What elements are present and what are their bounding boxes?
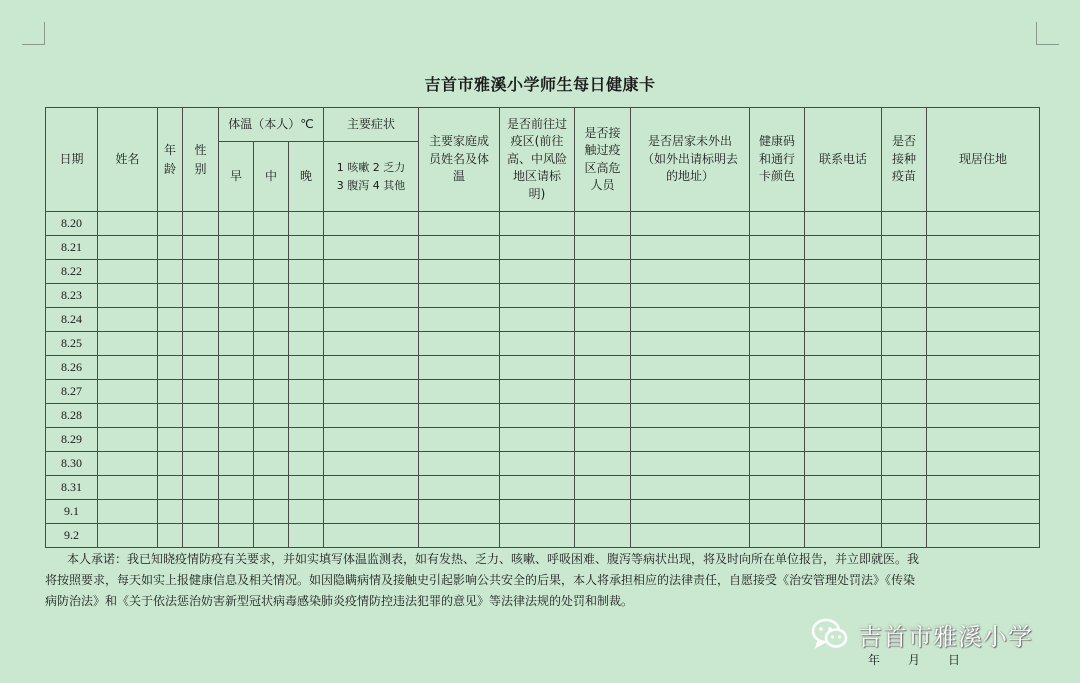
entry-cell[interactable] — [927, 380, 1040, 404]
entry-cell[interactable] — [324, 404, 419, 428]
entry-cell[interactable] — [419, 404, 500, 428]
table-row — [46, 380, 1040, 404]
entry-cell[interactable] — [750, 452, 805, 476]
entry-cell[interactable] — [575, 380, 631, 404]
signature-month: 月 — [908, 653, 921, 667]
entry-cell[interactable] — [575, 356, 631, 380]
document-title: 吉首市雅溪小学师生每日健康卡 — [424, 75, 656, 94]
entry-cell[interactable] — [927, 236, 1040, 260]
entry-cell[interactable] — [500, 500, 575, 524]
table-row — [46, 260, 1040, 284]
entry-cell[interactable] — [254, 428, 289, 452]
entry-cell[interactable] — [500, 284, 575, 308]
entry-cell[interactable] — [183, 380, 219, 404]
entry-cell[interactable] — [219, 260, 254, 284]
entry-cell[interactable] — [750, 404, 805, 428]
entry-cell[interactable] — [183, 260, 219, 284]
date-cell: 8.28 — [46, 404, 98, 428]
entry-cell[interactable] — [419, 380, 500, 404]
entry-cell[interactable] — [882, 212, 927, 236]
signature-year: 年 — [868, 653, 881, 667]
entry-cell[interactable] — [98, 500, 158, 524]
entry-cell[interactable] — [219, 428, 254, 452]
entry-cell[interactable] — [183, 332, 219, 356]
entry-cell[interactable] — [289, 524, 324, 548]
entry-cell[interactable] — [324, 212, 419, 236]
entry-cell[interactable] — [254, 452, 289, 476]
entry-cell[interactable] — [183, 212, 219, 236]
date-cell: 8.29 — [46, 428, 98, 452]
entry-cell[interactable] — [289, 356, 324, 380]
header-travel: 是否居家未外出（如外出请标明去的地址） — [631, 108, 750, 212]
entry-cell[interactable] — [158, 524, 183, 548]
entry-cell[interactable] — [631, 428, 750, 452]
entry-cell[interactable] — [158, 500, 183, 524]
table-row — [46, 500, 1040, 524]
entry-cell[interactable] — [219, 524, 254, 548]
entry-cell[interactable] — [419, 428, 500, 452]
header-age: 年龄 — [158, 108, 183, 212]
entry-cell[interactable] — [158, 404, 183, 428]
entry-cell[interactable] — [882, 236, 927, 260]
entry-cell[interactable] — [98, 356, 158, 380]
entry-cell[interactable] — [575, 284, 631, 308]
entry-cell[interactable] — [158, 236, 183, 260]
entry-cell[interactable] — [324, 452, 419, 476]
entry-cell[interactable] — [289, 404, 324, 428]
entry-cell[interactable] — [183, 284, 219, 308]
entry-cell[interactable] — [500, 212, 575, 236]
date-cell: 8.31 — [46, 476, 98, 500]
commitment-line-2: 将按照要求，每天如实上报健康信息及相关情况。如因隐瞒病情及接触史引起影响公共安全的后果，本人将承担相应的法律责任，自愿接受《治安管理处罚法》《传染 — [45, 573, 916, 587]
entry-cell[interactable] — [500, 476, 575, 500]
header-health-code: 健康码和通行卡颜色 — [750, 108, 805, 212]
entry-cell[interactable] — [882, 404, 927, 428]
entry-cell[interactable] — [927, 284, 1040, 308]
table-row — [46, 428, 1040, 452]
entry-cell[interactable] — [575, 332, 631, 356]
entry-cell[interactable] — [324, 236, 419, 260]
entry-cell[interactable] — [254, 236, 289, 260]
entry-cell[interactable] — [575, 524, 631, 548]
entry-cell[interactable] — [805, 284, 882, 308]
header-vaccine: 是否接种疫苗 — [882, 108, 927, 212]
entry-cell[interactable] — [927, 476, 1040, 500]
entry-cell[interactable] — [927, 452, 1040, 476]
wechat-icon — [810, 614, 850, 654]
header-address: 现居住地 — [927, 108, 1040, 212]
entry-cell[interactable] — [575, 308, 631, 332]
entry-cell[interactable] — [805, 308, 882, 332]
entry-cell[interactable] — [805, 452, 882, 476]
entry-cell[interactable] — [419, 260, 500, 284]
entry-cell[interactable] — [183, 404, 219, 428]
entry-cell[interactable] — [750, 308, 805, 332]
entry-cell[interactable] — [183, 428, 219, 452]
entry-cell[interactable] — [419, 500, 500, 524]
entry-cell[interactable] — [805, 380, 882, 404]
entry-cell[interactable] — [289, 332, 324, 356]
entry-cell[interactable] — [254, 500, 289, 524]
entry-cell[interactable] — [882, 332, 927, 356]
entry-cell[interactable] — [500, 236, 575, 260]
entry-cell[interactable] — [158, 260, 183, 284]
entry-cell[interactable] — [219, 452, 254, 476]
entry-cell[interactable] — [575, 212, 631, 236]
entry-cell[interactable] — [419, 236, 500, 260]
signature-day: 日 — [948, 653, 961, 667]
entry-cell[interactable] — [158, 428, 183, 452]
entry-cell[interactable] — [927, 212, 1040, 236]
entry-cell[interactable] — [750, 284, 805, 308]
entry-cell[interactable] — [324, 524, 419, 548]
entry-cell[interactable] — [324, 356, 419, 380]
entry-cell[interactable] — [158, 452, 183, 476]
date-cell: 9.2 — [46, 524, 98, 548]
entry-cell[interactable] — [500, 380, 575, 404]
entry-cell[interactable] — [750, 332, 805, 356]
entry-cell[interactable] — [324, 308, 419, 332]
entry-cell[interactable] — [750, 524, 805, 548]
entry-cell[interactable] — [324, 428, 419, 452]
entry-cell[interactable] — [98, 452, 158, 476]
date-cell: 8.24 — [46, 308, 98, 332]
table-row — [46, 212, 1040, 236]
entry-cell[interactable] — [805, 356, 882, 380]
entry-cell[interactable] — [927, 524, 1040, 548]
entry-cell[interactable] — [882, 356, 927, 380]
entry-cell[interactable] — [98, 428, 158, 452]
header-temperature: 体温（本人）℃ — [219, 108, 324, 142]
entry-cell[interactable] — [575, 404, 631, 428]
entry-cell[interactable] — [183, 500, 219, 524]
entry-cell[interactable] — [289, 500, 324, 524]
entry-cell[interactable] — [631, 500, 750, 524]
entry-cell[interactable] — [575, 236, 631, 260]
entry-cell[interactable] — [750, 212, 805, 236]
entry-cell[interactable] — [631, 380, 750, 404]
entry-cell[interactable] — [750, 236, 805, 260]
entry-cell[interactable] — [750, 356, 805, 380]
entry-cell[interactable] — [289, 260, 324, 284]
entry-cell[interactable] — [324, 476, 419, 500]
entry-cell[interactable] — [750, 428, 805, 452]
entry-cell[interactable] — [805, 236, 882, 260]
entry-cell[interactable] — [631, 236, 750, 260]
entry-cell[interactable] — [98, 308, 158, 332]
entry-cell[interactable] — [500, 332, 575, 356]
entry-cell[interactable] — [219, 500, 254, 524]
table-row — [46, 356, 1040, 380]
entry-cell[interactable] — [289, 284, 324, 308]
entry-cell[interactable] — [289, 380, 324, 404]
entry-cell[interactable] — [219, 284, 254, 308]
header-phone: 联系电话 — [805, 108, 882, 212]
header-risk-area: 是否前往过疫区(前往高、中风险地区请标明) — [500, 108, 575, 212]
entry-cell[interactable] — [158, 356, 183, 380]
entry-cell[interactable] — [500, 524, 575, 548]
entry-cell[interactable] — [750, 380, 805, 404]
header-temp-morning: 早 — [219, 142, 254, 212]
entry-cell[interactable] — [575, 260, 631, 284]
entry-cell[interactable] — [500, 404, 575, 428]
entry-cell[interactable] — [750, 260, 805, 284]
entry-cell[interactable] — [805, 260, 882, 284]
entry-cell[interactable] — [750, 476, 805, 500]
entry-cell[interactable] — [631, 332, 750, 356]
entry-cell[interactable] — [98, 404, 158, 428]
entry-cell[interactable] — [254, 308, 289, 332]
entry-cell[interactable] — [805, 212, 882, 236]
entry-cell[interactable] — [631, 308, 750, 332]
entry-cell[interactable] — [324, 500, 419, 524]
table-row — [46, 524, 1040, 548]
entry-cell[interactable] — [98, 380, 158, 404]
entry-cell[interactable] — [219, 332, 254, 356]
entry-cell[interactable] — [98, 260, 158, 284]
wechat-account-name: 吉首市雅溪小学 — [858, 622, 1033, 651]
header-gender: 性别 — [183, 108, 219, 212]
commitment-line-3: 病防治法》和《关于依法惩治妨害新型冠状病毒感染肺炎疫情防控违法犯罪的意见》等法律法规的处罚和制裁。 — [45, 594, 634, 608]
entry-cell[interactable] — [882, 428, 927, 452]
entry-cell[interactable] — [183, 452, 219, 476]
entry-cell[interactable] — [289, 428, 324, 452]
entry-cell[interactable] — [500, 428, 575, 452]
entry-cell[interactable] — [500, 308, 575, 332]
entry-cell[interactable] — [254, 332, 289, 356]
crop-mark-top-left — [22, 22, 45, 45]
entry-cell[interactable] — [631, 260, 750, 284]
entry-cell[interactable] — [500, 452, 575, 476]
entry-cell[interactable] — [575, 500, 631, 524]
entry-cell[interactable] — [219, 356, 254, 380]
entry-cell[interactable] — [927, 500, 1040, 524]
entry-cell[interactable] — [158, 284, 183, 308]
entry-cell[interactable] — [219, 476, 254, 500]
entry-cell[interactable] — [419, 212, 500, 236]
entry-cell[interactable] — [927, 332, 1040, 356]
entry-cell[interactable] — [750, 500, 805, 524]
signature-date — [868, 651, 960, 668]
entry-cell[interactable] — [219, 236, 254, 260]
entry-cell[interactable] — [324, 260, 419, 284]
entry-cell[interactable] — [158, 332, 183, 356]
header-family: 主要家庭成员姓名及体温 — [419, 108, 500, 212]
table-row — [46, 308, 1040, 332]
entry-cell[interactable] — [882, 500, 927, 524]
entry-cell[interactable] — [631, 524, 750, 548]
entry-cell[interactable] — [631, 284, 750, 308]
date-cell: 8.25 — [46, 332, 98, 356]
entry-cell[interactable] — [631, 452, 750, 476]
header-temp-noon: 中 — [254, 142, 289, 212]
entry-cell[interactable] — [631, 356, 750, 380]
entry-cell[interactable] — [805, 476, 882, 500]
entry-cell[interactable] — [219, 212, 254, 236]
table-row — [46, 404, 1040, 428]
entry-cell[interactable] — [183, 236, 219, 260]
entry-cell[interactable] — [419, 452, 500, 476]
header-symptoms-legend: 1 咳嗽 2 乏力 3 腹泻 4 其他 — [324, 142, 419, 212]
entry-cell[interactable] — [219, 380, 254, 404]
entry-cell[interactable] — [419, 308, 500, 332]
date-cell: 8.22 — [46, 260, 98, 284]
entry-cell[interactable] — [158, 476, 183, 500]
table-row — [46, 236, 1040, 260]
entry-cell[interactable] — [324, 284, 419, 308]
entry-cell[interactable] — [631, 476, 750, 500]
commitment-text — [45, 549, 1037, 612]
entry-cell[interactable] — [927, 260, 1040, 284]
commitment-line-1: 本人承诺：我已知晓疫情防疫有关要求，并如实填写体温监测表，如有发热、乏力、咳嗽、呼吸困难、腹泻等病状出现，将及时向所在单位报告，并立即就医。我 — [67, 552, 920, 566]
entry-cell[interactable] — [882, 260, 927, 284]
entry-cell[interactable] — [631, 404, 750, 428]
entry-cell[interactable] — [882, 452, 927, 476]
entry-cell[interactable] — [805, 428, 882, 452]
entry-cell[interactable] — [158, 380, 183, 404]
entry-cell[interactable] — [183, 356, 219, 380]
health-card-table — [45, 107, 1040, 548]
date-cell: 8.26 — [46, 356, 98, 380]
date-cell: 8.23 — [46, 284, 98, 308]
entry-cell[interactable] — [98, 284, 158, 308]
entry-cell[interactable] — [289, 308, 324, 332]
entry-cell[interactable] — [419, 332, 500, 356]
entry-cell[interactable] — [254, 356, 289, 380]
entry-cell[interactable] — [254, 476, 289, 500]
header-date: 日期 — [46, 108, 98, 212]
entry-cell[interactable] — [882, 308, 927, 332]
entry-cell[interactable] — [254, 260, 289, 284]
entry-cell[interactable] — [419, 356, 500, 380]
header-temp-evening: 晚 — [289, 142, 324, 212]
entry-cell[interactable] — [324, 332, 419, 356]
table-row — [46, 476, 1040, 500]
entry-cell[interactable] — [927, 404, 1040, 428]
crop-mark-top-right — [1036, 22, 1059, 45]
entry-cell[interactable] — [882, 476, 927, 500]
entry-cell[interactable] — [631, 212, 750, 236]
entry-cell[interactable] — [805, 404, 882, 428]
date-cell: 8.27 — [46, 380, 98, 404]
entry-cell[interactable] — [98, 476, 158, 500]
date-rows — [46, 212, 1040, 548]
entry-cell[interactable] — [254, 212, 289, 236]
entry-cell[interactable] — [805, 524, 882, 548]
entry-cell[interactable] — [575, 476, 631, 500]
entry-cell[interactable] — [98, 524, 158, 548]
entry-cell[interactable] — [927, 308, 1040, 332]
entry-cell[interactable] — [575, 452, 631, 476]
entry-cell[interactable] — [324, 380, 419, 404]
entry-cell[interactable] — [805, 332, 882, 356]
entry-cell[interactable] — [254, 524, 289, 548]
entry-cell[interactable] — [183, 308, 219, 332]
entry-cell[interactable] — [158, 212, 183, 236]
entry-cell[interactable] — [289, 212, 324, 236]
entry-cell[interactable] — [927, 356, 1040, 380]
date-cell: 9.1 — [46, 500, 98, 524]
entry-cell[interactable] — [575, 428, 631, 452]
entry-cell[interactable] — [98, 236, 158, 260]
entry-cell[interactable] — [500, 356, 575, 380]
date-cell: 8.21 — [46, 236, 98, 260]
entry-cell[interactable] — [254, 380, 289, 404]
entry-cell[interactable] — [98, 212, 158, 236]
entry-cell[interactable] — [289, 236, 324, 260]
entry-cell[interactable] — [289, 476, 324, 500]
entry-cell[interactable] — [98, 332, 158, 356]
entry-cell[interactable] — [183, 524, 219, 548]
entry-cell[interactable] — [882, 524, 927, 548]
entry-cell[interactable] — [882, 380, 927, 404]
date-cell: 8.20 — [46, 212, 98, 236]
entry-cell[interactable] — [927, 428, 1040, 452]
entry-cell[interactable] — [219, 404, 254, 428]
table-row — [46, 452, 1040, 476]
entry-cell[interactable] — [183, 476, 219, 500]
entry-cell[interactable] — [219, 308, 254, 332]
header-name: 姓名 — [98, 108, 158, 212]
header-contact: 是否接触过疫区高危人员 — [575, 108, 631, 212]
wechat-watermark — [810, 614, 1033, 654]
header-symptoms: 主要症状 — [324, 108, 419, 142]
entry-cell[interactable] — [419, 476, 500, 500]
table-row — [46, 332, 1040, 356]
date-cell: 8.30 — [46, 452, 98, 476]
entry-cell[interactable] — [254, 284, 289, 308]
entry-cell[interactable] — [805, 500, 882, 524]
entry-cell[interactable] — [158, 308, 183, 332]
entry-cell[interactable] — [882, 284, 927, 308]
entry-cell[interactable] — [419, 524, 500, 548]
entry-cell[interactable] — [254, 404, 289, 428]
entry-cell[interactable] — [419, 284, 500, 308]
entry-cell[interactable] — [500, 260, 575, 284]
table-row — [46, 284, 1040, 308]
entry-cell[interactable] — [289, 452, 324, 476]
